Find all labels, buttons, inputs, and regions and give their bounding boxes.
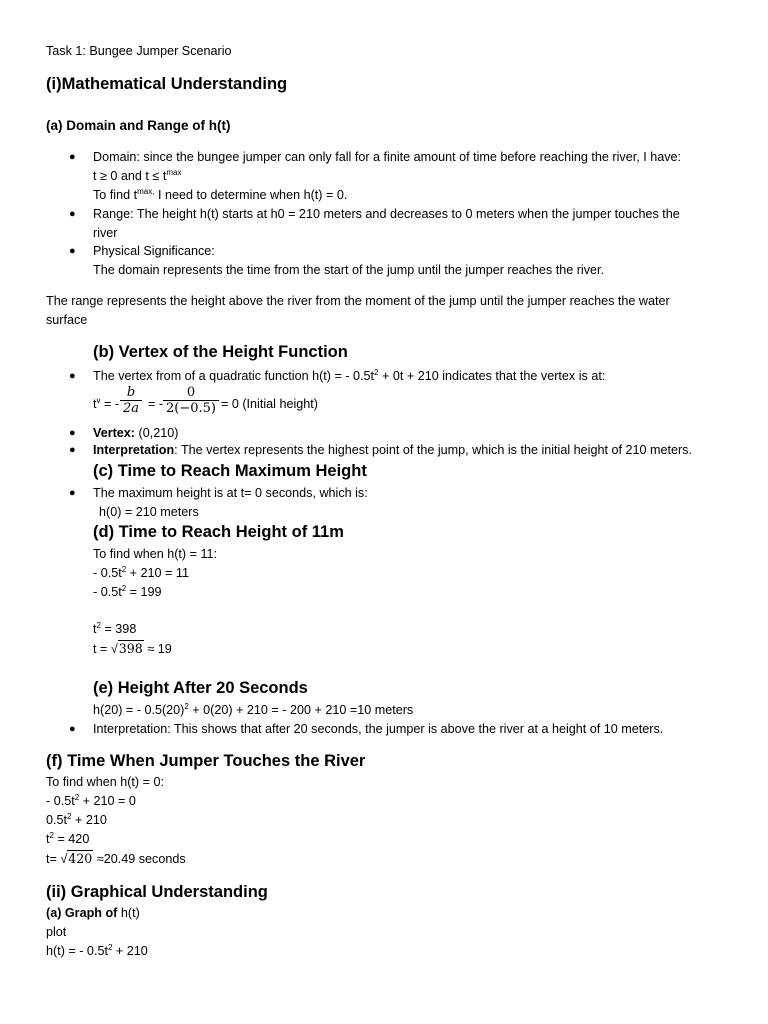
initial-height-result: = 0 (Initial height) — [221, 397, 318, 411]
part-f-line-4: $t^2 = 420$ — [46, 831, 90, 846]
part-d-line-5: t = √398 ≈ 19 — [93, 641, 172, 656]
part-f-line-2: - $0.5t^2 + 210 = 0$ — [46, 793, 136, 808]
domain-line-3: To find $t^{max,}$ I need to determine when h(t) = 0. — [93, 187, 348, 202]
sqrt-radicand: 420 — [68, 851, 93, 866]
part-e-interpretation: Interpretation: This shows that after 20 seconds, the jumper is above the river at a height of 10 meters. — [93, 722, 664, 736]
max-height-bullet: The maximum height is at t= 0 seconds, which is: — [93, 486, 368, 500]
part-d-line-2: - $0.5t^2 + 210 = 11$ — [93, 565, 189, 580]
equals-minus: = - — [148, 397, 164, 411]
part-d-line-4: $t^2 = 398$ — [93, 621, 137, 636]
part-e-line-1: h(20) = - $0.5(20)^2 + 0(20) + 210$ = - 200 + 210 =10 meters — [93, 702, 414, 717]
physical-significance-label: Physical Significance: — [93, 244, 215, 258]
bullet-icon: ● — [69, 487, 76, 499]
part-d-line-1: To find when h(t) = 11: — [93, 547, 218, 561]
part-f-line-1: To find when h(t) = 0: — [46, 775, 164, 789]
part-a-heading: (a) Domain and Range of h(t) — [46, 118, 231, 133]
vertex-interpretation: Interpretation: The vertex represents the highest point of the jump, which is the initial height of 210 meters. — [93, 443, 692, 457]
section-i-heading: (i)Mathematical Understanding — [46, 75, 288, 93]
section-ii-heading: (ii) Graphical Understanding — [46, 883, 268, 901]
bullet-icon: ● — [69, 427, 76, 439]
task-title: Task 1: Bungee Jumper Scenario — [46, 44, 232, 58]
sqrt-icon: √ — [110, 642, 118, 656]
part-c-heading: (c) Time to Reach Maximum Height — [93, 462, 367, 480]
bullet-icon: ● — [69, 208, 76, 220]
bullet-icon: ● — [69, 444, 76, 456]
sqrt-radicand: 398 — [118, 641, 143, 656]
physical-significance-text: The domain represents the time from the start of the jump until the jumper reaches the river. — [93, 263, 604, 277]
fraction-numerator: 0 — [186, 385, 196, 400]
range-paragraph-2: surface — [46, 313, 88, 327]
tv-label: $t^v$ = - — [93, 396, 120, 411]
sqrt-icon: √ — [60, 852, 68, 866]
bullet-icon: ● — [69, 723, 76, 735]
part-f-line-3: $0.5t^2 + 210$ — [46, 812, 107, 827]
bullet-icon: ● — [69, 151, 76, 163]
part-e-heading: (e) Height After 20 Seconds — [93, 679, 308, 697]
part-b-heading: (b) Vertex of the Height Function — [93, 343, 348, 361]
part-d-heading: (d) Time to Reach Height of 11m — [93, 523, 344, 541]
graph-subheading: (a) Graph of h(t) — [46, 906, 140, 920]
domain-line-1: Domain: since the bungee jumper can only fall for a finite amount of time before reaching the river, I have: — [93, 150, 682, 164]
fraction-denominator: 2(−0.5) — [163, 400, 219, 417]
vertex-formula-line: The vertex from of a quadratic function h(t) = - $0.5t^2 + 0t + 210$ indicates that the vertex is at: — [93, 368, 606, 383]
bullet-icon: ● — [69, 370, 76, 382]
fraction-denominator: 2a — [120, 400, 142, 417]
max-height-result: h(0) = 210 meters — [99, 505, 199, 519]
part-d-line-3: - $0.5t^2 = 199$ — [93, 584, 162, 599]
range-paragraph-1: The range represents the height above the river from the moment of the jump until the jumper reaches the water — [46, 294, 670, 308]
graph-function: h(t) = - $0.5t^2 + 210$ — [46, 943, 148, 958]
fraction-b-over-2a — [120, 386, 142, 417]
part-f-line-5: t= √420 ≈20.49 seconds — [46, 851, 186, 866]
vertex-value-line: Vertex: (0,210) — [93, 426, 179, 440]
range-line-2: river — [93, 226, 118, 240]
domain-line-2: t ≥ 0 and $t \le t^{max}$ — [93, 168, 182, 183]
fraction-numerator: b — [126, 385, 136, 400]
fraction-0-over-denominator — [163, 386, 219, 417]
part-f-heading: (f) Time When Jumper Touches the River — [46, 752, 366, 770]
bullet-icon: ● — [69, 245, 76, 257]
range-line-1: Range: The height h(t) starts at h0 = 210 meters and decreases to 0 meters when the jumper touches the — [93, 207, 680, 221]
graph-plot-label: plot — [46, 925, 67, 939]
